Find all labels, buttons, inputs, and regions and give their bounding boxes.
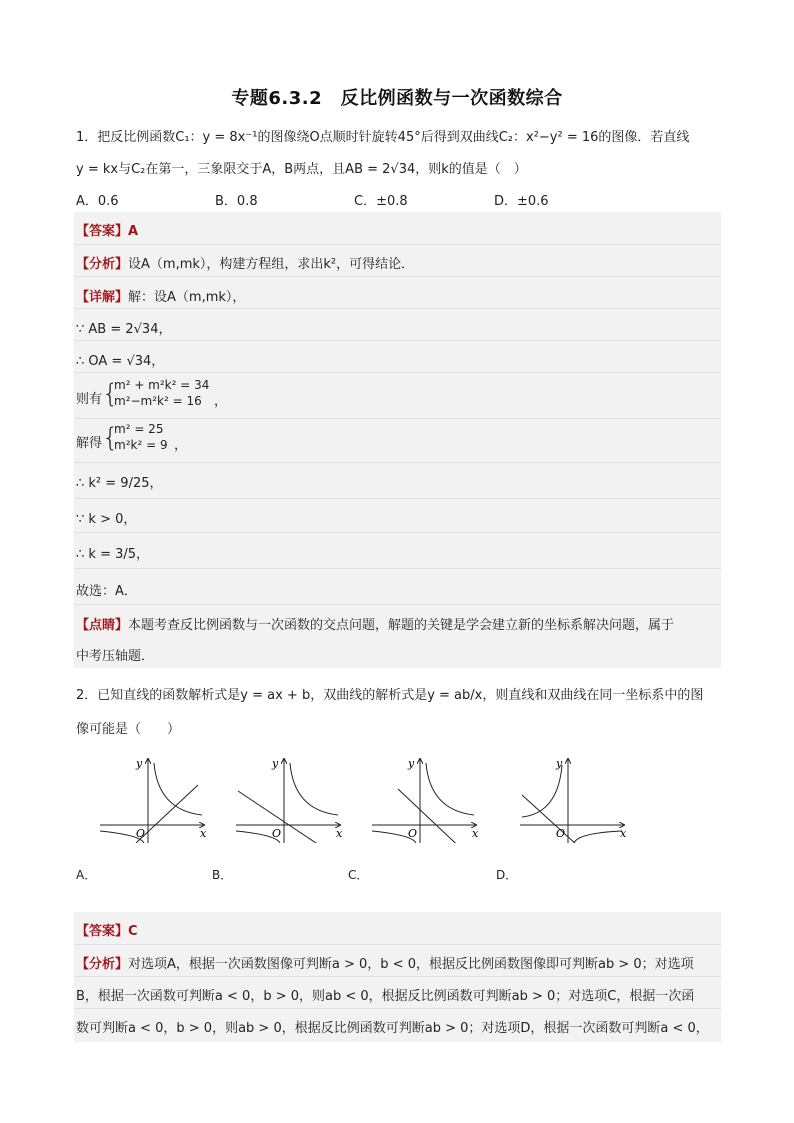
x-label: x	[336, 827, 343, 840]
equation-b: m²−m²k² = 16	[114, 394, 202, 408]
question-1-line-2: y = kx与C₂在第一，三象限交于A，B两点，且AB = 2√34，则k的值是（ ）	[76, 162, 527, 177]
answer-1-panel	[74, 212, 721, 668]
comment-tag: 【点睛】	[76, 618, 129, 633]
detail-tag: 【详解】	[76, 290, 129, 305]
detail-step-5: ∴ k² = 9/25，	[76, 476, 163, 491]
question-2-line-2: 像可能是（ ）	[76, 722, 181, 737]
comment-1-line-2: 中考压轴题．	[76, 649, 155, 664]
analysis-2-line-1	[76, 953, 694, 972]
comment-text: 本题考查反比例函数与一次函数的交点问题，解题的关键是学会建立新的坐标系解决问题，属于	[128, 618, 675, 633]
analysis-2-line-2: B，根据一次函数可判断a < 0，b > 0，则ab < 0，根据反比例函数可判断ab > 0；对选项C，根据一次函	[76, 989, 695, 1004]
question-1-line-1: 1．把反比例函数C₁：y = 8x⁻¹的图像绕O点顺时针旋转45°后得到双曲线C₂：x²−y² = 16的图像．若直线	[76, 130, 690, 145]
origin-label: O	[408, 827, 418, 840]
graph-label-d: D．	[496, 868, 518, 882]
detail-step-8: 故选：A．	[76, 584, 137, 599]
detail-step-6: ∵ k > 0，	[76, 512, 137, 527]
question-2-line-1: 2．已知直线的函数解析式是y = ax + b，双曲线的解析式是y = ab/x，则直线和双曲线在同一坐标系中的图	[76, 688, 704, 703]
y-label: y	[556, 757, 563, 770]
equation-a: m² + m²k² = 34	[114, 378, 210, 392]
analysis-tag: 【分析】	[76, 257, 129, 272]
analysis-text: 对选项A，根据一次函数图像可判断a > 0，b < 0，根据反比例函数图像即可判断ab > 0；对选项	[128, 957, 694, 972]
y-label: y	[136, 757, 143, 770]
solution-a: m² = 25	[114, 422, 164, 436]
origin-label: O	[136, 827, 146, 840]
line	[136, 785, 198, 843]
analysis-text: 设A（m,mk），构建方程组，求出k²，可得结论．	[128, 257, 415, 272]
graph-label-c: C．	[348, 868, 369, 882]
graph-option-a	[98, 755, 210, 843]
graph-label-b: B．	[212, 868, 233, 882]
x-label: x	[472, 827, 479, 840]
origin-label: O	[272, 827, 282, 840]
graph-label-a: A．	[76, 868, 97, 882]
graph-option-c	[370, 755, 482, 843]
hyperbola-branch	[426, 763, 474, 815]
y-label: y	[272, 757, 279, 770]
answer-1	[76, 220, 138, 239]
graph-option-d	[518, 755, 630, 843]
line	[522, 795, 588, 843]
origin-label: O	[556, 827, 566, 840]
equation-prefix: 则有	[76, 392, 103, 407]
analysis-tag: 【分析】	[76, 957, 129, 972]
detail-step-7: ∴ k = 3/5，	[76, 547, 150, 562]
answer-value: A	[128, 224, 139, 239]
page-title: 专题6.3.2 反比例函数与一次函数综合	[231, 88, 563, 109]
hyperbola-branch	[574, 831, 622, 843]
comment-1-line-1	[76, 614, 674, 633]
answer-tag: 【答案】	[76, 924, 129, 939]
answer-2	[76, 920, 138, 939]
hyperbola-branch	[522, 765, 562, 817]
y-label: y	[408, 757, 415, 770]
detail-1	[76, 286, 245, 305]
question-1-option-a: A．0.6	[76, 194, 119, 209]
detail-text: 解：设A（m,mk），	[128, 290, 246, 305]
x-label: x	[200, 827, 207, 840]
answer-value: C	[128, 924, 138, 939]
detail-step-1: ∵ AB = 2√34，	[76, 322, 172, 337]
analysis-1	[76, 253, 414, 272]
x-label: x	[620, 827, 627, 840]
hyperbola-branch	[154, 763, 202, 815]
brace-icon: {	[102, 379, 119, 409]
solution-b: m²k² = 9	[114, 438, 168, 452]
question-1-option-c: C．±0.8	[354, 194, 408, 209]
brace-icon: {	[102, 423, 119, 453]
solution-prefix: 解得	[76, 436, 103, 451]
hyperbola-branch	[290, 763, 338, 815]
question-1-option-b: B．0.8	[215, 194, 258, 209]
answer-tag: 【答案】	[76, 224, 129, 239]
question-1-option-d: D．±0.6	[494, 194, 549, 209]
detail-step-2: ∴ OA = √34，	[76, 354, 165, 369]
graph-option-b	[234, 755, 346, 843]
analysis-2-line-3: 数可判断a < 0，b > 0，则ab > 0，根据反比例函数可判断ab > 0；对选项D，根据一次函数可判断a < 0，	[76, 1021, 709, 1036]
line	[238, 791, 334, 843]
